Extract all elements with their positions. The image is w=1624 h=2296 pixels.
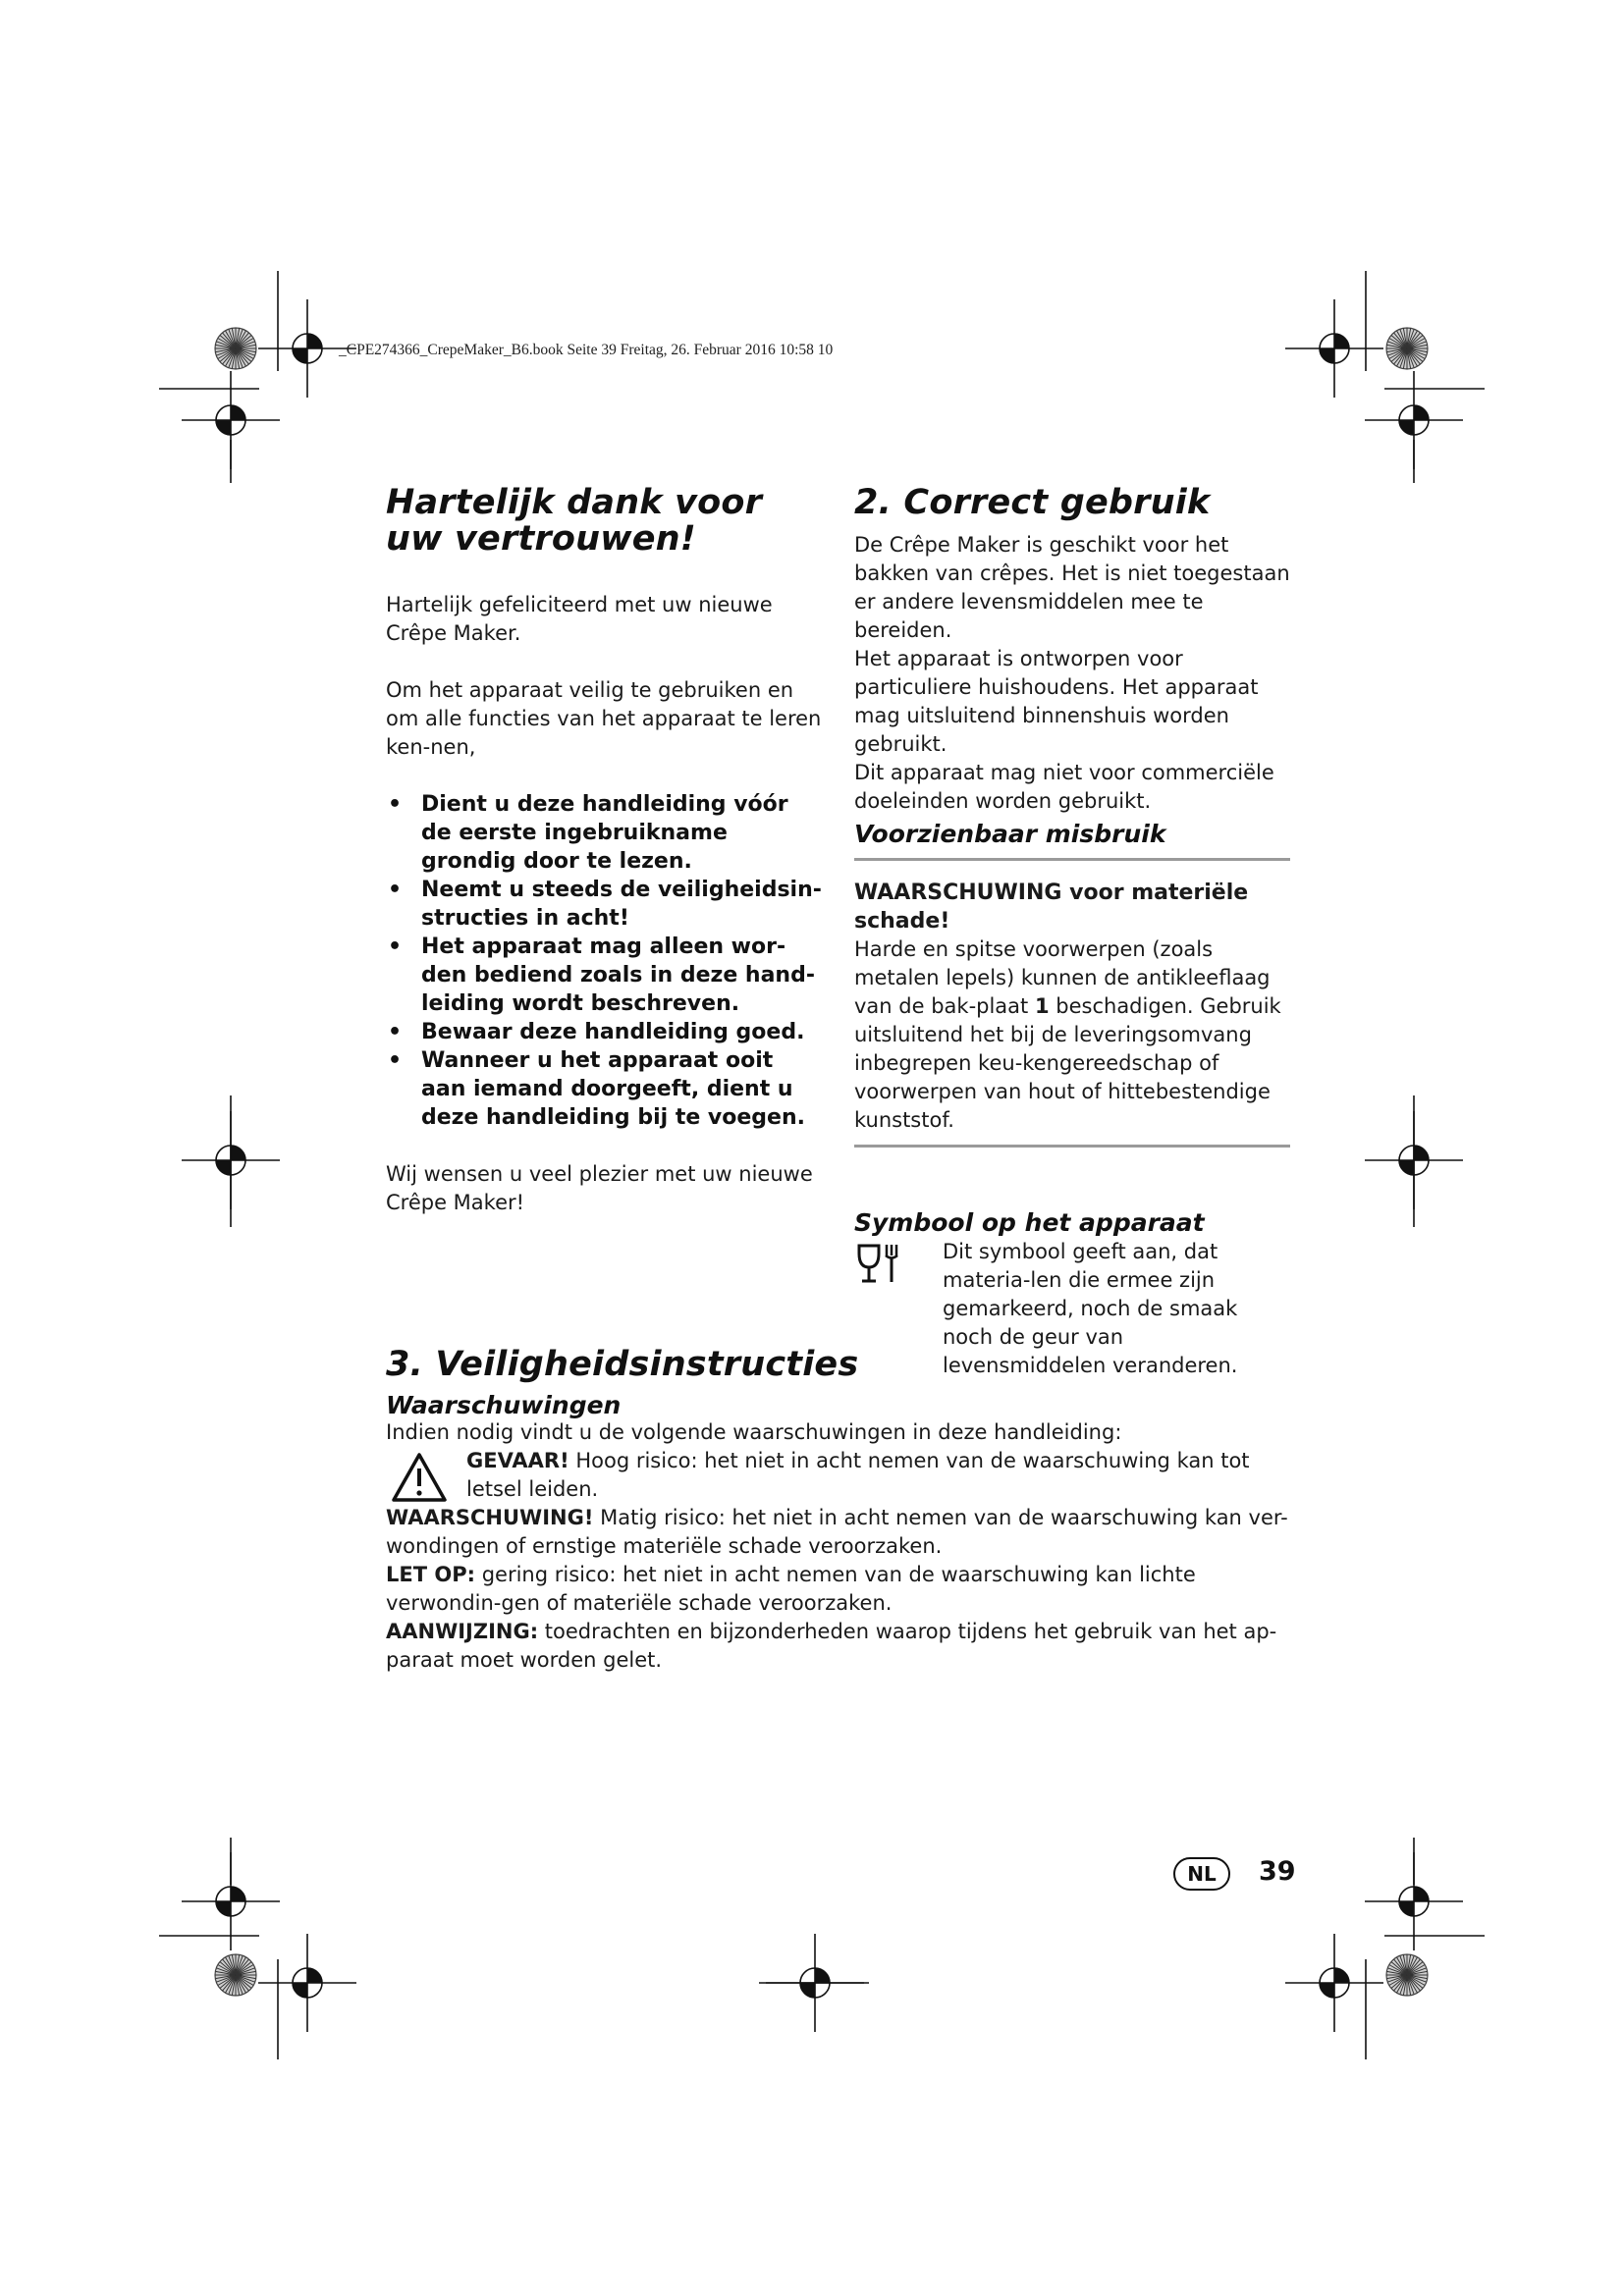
correct-use-p3: Dit apparaat mag niet voor commerciële doeleinden worden gebruikt. (854, 761, 1274, 813)
registration-target-mark (1365, 1852, 1463, 1950)
registration-star-mark (1386, 1954, 1428, 1996)
list-item: • Bewaar deze handleiding goed. (388, 1020, 805, 1044)
warnings-subtitle: Waarschuwingen (386, 1391, 622, 1419)
warning-text: Harde en spitse voorwerpen (zoals metalen lepels) kunnen de antikleeflaag van de bak-plaat 1 beschadigen. Gebruik uitsluitend het bij de leveringsomvang inbegrepen keu-kengereedschap of voorwerpen van hout of hittebestendige kunststof. (854, 937, 1281, 1132)
file-info-header: _CPE274366_CrepeMaker_B6.book Seite 39 Freitag, 26. Februar 2016 10:58 10 (339, 342, 834, 358)
registration-star-mark (1386, 328, 1428, 369)
symbol-title: Symbool op het apparaat (854, 1208, 1205, 1237)
warning-title: WAARSCHUWING voor materiële schade! (854, 881, 1249, 934)
registration-target-mark (1285, 1934, 1383, 2032)
misuse-title: Voorzienbaar misbruik (854, 820, 1166, 848)
list-item: • Neemt u steeds de veiligheidsin-structies in acht! (388, 878, 822, 931)
closing-paragraph: Wij wensen u veel plezier met uw nieuwe Crêpe Maker! (386, 1162, 813, 1214)
left-column (386, 485, 828, 1217)
note-level-text: AANWIJZING: toedrachten en bijzonderheden waarop tijdens het gebruik van het ap-paraat moet worden gelet. (386, 1620, 1277, 1672)
language-badge: NL (1173, 1857, 1230, 1891)
registration-target-mark (182, 1852, 280, 1950)
registration-target-mark (766, 1934, 864, 2032)
list-item: • Dient u deze handleiding vóór de eerste ingebruikname grondig door te lezen. (388, 792, 788, 874)
danger-block (386, 1447, 1295, 1504)
registration-target-mark (1365, 1111, 1463, 1209)
right-column (854, 485, 1290, 1380)
material-damage-warning (854, 858, 1290, 1148)
correct-use-p1: De Crêpe Maker is geschikt voor het bakken van crêpes. Het is niet toegestaan er andere levensmiddelen mee te bereiden. (854, 533, 1290, 642)
caution-level-text: LET OP: gering risico: het niet in acht nemen van de waarschuwing kan lichte verwondin-gen of materiële schade veroorzaken. (386, 1563, 1196, 1615)
registration-target-mark (182, 371, 280, 469)
danger-label: GEVAAR! (466, 1449, 569, 1472)
registration-target-mark (1285, 299, 1383, 398)
registration-target-mark (182, 1111, 280, 1209)
safety-section (386, 1347, 1295, 1675)
registration-target-mark (1365, 371, 1463, 469)
warning-level-text: WAARSCHUWING! Matig risico: het niet in acht nemen van de waarschuwing kan ver-wondingen of ernstige materiële schade veroorzaken. (386, 1506, 1288, 1558)
page-number: 39 (1259, 1856, 1296, 1887)
note-label: AANWIJZING: (386, 1620, 539, 1643)
food-safe-icon (856, 1242, 905, 1285)
instruction-list (386, 790, 823, 1132)
correct-use-title: 2. Correct gebruik (854, 483, 1211, 522)
registration-star-mark (215, 328, 256, 369)
lead-paragraph: Om het apparaat veilig te gebruiken en om alle functies van het apparaat te leren ken-nen, (386, 678, 822, 759)
safety-title: 3. Veiligheidsinstructies (386, 1345, 859, 1384)
warnings-intro: Indien nodig vindt u de volgende waarschuwingen in deze handleiding: (386, 1420, 1122, 1444)
symbol-text: Dit symbool geeft aan, dat materia-len die ermee zijn gemarkeerd, noch de smaak noch de geur van levensmiddelen veranderen. (943, 1240, 1238, 1377)
correct-use-p2: Het apparaat is ontworpen voor particuliere huishoudens. Het apparaat mag uitsluitend binnenshuis worden gebruikt. (854, 647, 1259, 756)
thanks-title: Hartelijk dank voor uw vertrouwen! (386, 483, 763, 559)
warning-triangle-icon (390, 1451, 449, 1504)
registration-target-mark (258, 1934, 356, 2032)
danger-text: GEVAAR! Hoog risico: het niet in acht nemen van de waarschuwing kan tot letsel leiden. (466, 1449, 1250, 1501)
caution-label: LET OP: (386, 1563, 476, 1586)
registration-star-mark (215, 1954, 256, 1996)
warning-label: WAARSCHUWING! (386, 1506, 594, 1529)
part-number: 1 (1034, 994, 1050, 1018)
list-item: • Wanneer u het apparaat ooit aan iemand doorgeeft, dient u deze handleiding bij te voegen. (388, 1048, 805, 1130)
list-item: • Het apparaat mag alleen wor-den bediend zoals in deze hand-leiding wordt beschreven. (388, 934, 815, 1016)
intro-paragraph: Hartelijk gefeliciteerd met uw nieuwe Crêpe Maker. (386, 593, 773, 645)
